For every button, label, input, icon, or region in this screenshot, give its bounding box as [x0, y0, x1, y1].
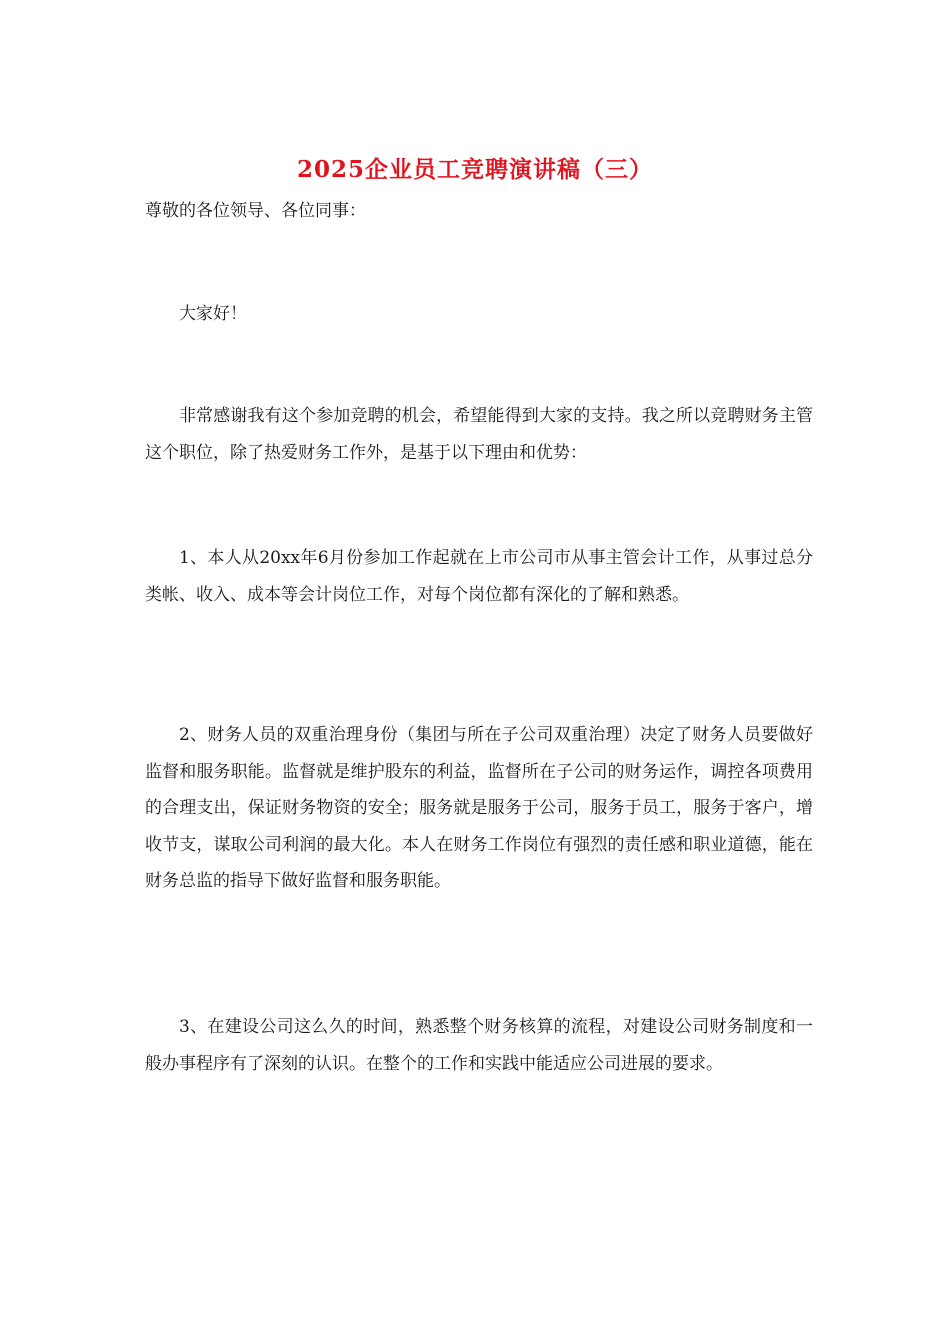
paragraph-reason-1: 1、本人从20xx年6月份参加工作起就在上市公司市从事主管会计工作，从事过总分类帐、收入、成本等会计岗位工作，对每个岗位都有深化的了解和熟悉。 [145, 548, 813, 605]
paragraph-greeting: 大家好！ [179, 304, 247, 324]
salutation: 尊敬的各位领导、各位同事： [145, 201, 366, 221]
paragraph-intro: 非常感谢我有这个参加竞聘的机会，希望能得到大家的支持。我之所以竞聘财务主管这个职位，除了热爱财务工作外，是基于以下理由和优势： [145, 406, 813, 463]
paragraph-reason-3: 3、在建设公司这么久的时间，熟悉整个财务核算的流程，对建设公司财务制度和一般办事程序有了深刻的认识。在整个的工作和实践中能适应公司进展的要求。 [145, 1017, 813, 1074]
document-title: 2025企业员工竞聘演讲稿（三） [296, 156, 653, 183]
paragraph-reason-2: 2、财务人员的双重治理身份（集团与所在子公司双重治理）决定了财务人员要做好监督和服务职能。监督就是维护股东的利益，监督所在子公司的财务运作，调控各项费用的合理支出，保证财务物资的安全；服务就是服务于公司，服务于员工，服务于客户，增收节支，谋取公司利润的最大化。本人在财务工作岗位有强烈的责任感和职业道德，能在财务总监的指导下做好监督和服务职能。 [145, 725, 813, 891]
